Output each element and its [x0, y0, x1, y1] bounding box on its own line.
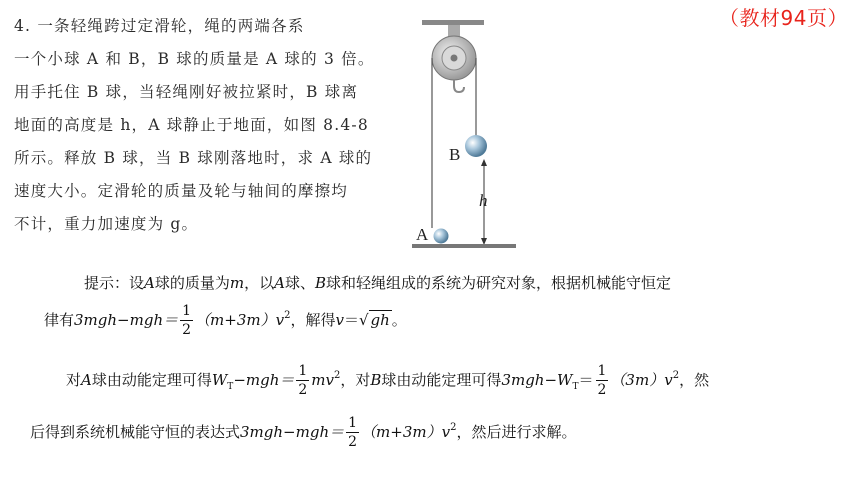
fraction-half — [346, 414, 359, 451]
hint-line-4 — [30, 414, 860, 451]
var-v: v — [664, 371, 673, 389]
var-a: A — [274, 274, 285, 292]
var-m: m — [229, 274, 245, 292]
ceiling — [422, 20, 484, 25]
label-h: h — [479, 191, 488, 210]
ground — [412, 244, 516, 248]
subscript-t: T — [572, 382, 579, 392]
fraction-half — [180, 302, 193, 339]
hint-text: 球由动能定理可得 — [91, 371, 212, 389]
page-reference: （教材94页） — [719, 6, 848, 30]
hint-text: 律有 — [44, 311, 75, 329]
hint-text: ，以 — [244, 274, 275, 292]
frac-den: 2 — [348, 434, 358, 450]
frac-num: 1 — [597, 363, 607, 379]
frac-num: 1 — [182, 303, 192, 319]
problem-line-5: 所示。释放 B 球，当 B 球刚落地时，求 A 球的 — [14, 149, 373, 167]
equation: 3mgh−mgh＝ — [240, 423, 345, 441]
var-v: v — [441, 423, 451, 441]
equation: （m+3m） — [361, 423, 442, 441]
fraction-half — [296, 362, 309, 399]
hint-text: ，解得 — [290, 311, 336, 329]
hint-text: 后得到系统机械能守恒的表达式 — [30, 423, 241, 441]
equation: （m+3m） — [195, 311, 276, 329]
frac-num: 1 — [298, 363, 308, 379]
exponent: 2 — [672, 370, 680, 381]
fraction-half — [596, 362, 609, 399]
hint-line-2 — [44, 302, 860, 339]
exponent: 2 — [450, 422, 457, 433]
var-w: W — [557, 371, 573, 389]
pulley-hook — [454, 80, 464, 92]
equation: mv — [311, 371, 334, 389]
var-a: A — [81, 371, 92, 389]
frac-num: 1 — [348, 415, 358, 431]
radicand: gh — [370, 311, 390, 329]
hint-line-3 — [66, 362, 860, 399]
hint-line-1 — [84, 272, 860, 293]
hint-text: ，然 — [679, 371, 710, 389]
problem-line-3: 用手托住 B 球，当轻绳刚好被拉紧时，B 球离 — [14, 83, 359, 101]
hint-text: ，对 — [340, 371, 371, 389]
frac-den: 2 — [298, 382, 308, 398]
problem-line-2: 一个小球 A 和 B，B 球的质量是 A 球的 3 倍。 — [14, 50, 375, 68]
hint-text: ，然后进行求解。 — [456, 423, 577, 441]
var-v: v — [335, 311, 344, 329]
pulley-figure — [404, 20, 524, 252]
equation: −mgh＝ — [233, 371, 295, 389]
hint-text: 球、 — [284, 274, 315, 292]
problem-line-1: 4. 一条轻绳跨过定滑轮，绳的两端各系 — [14, 17, 305, 35]
exponent: 2 — [334, 370, 341, 381]
frac-den: 2 — [182, 322, 192, 338]
hint-text: 。 — [391, 311, 407, 329]
equation: 3mgh− — [501, 371, 558, 389]
problem-line-7: 不计，重力加速度为 g。 — [14, 215, 199, 233]
hint-text: 球和轻绳组成的系统为研究对象，根据机械能守恒定 — [326, 274, 672, 292]
label-b: B — [449, 145, 461, 164]
problem-line-4: 地面的高度是 h，A 球静止于地面，如图 8.4-8 — [14, 116, 369, 134]
var-b: B — [314, 274, 327, 292]
equation: 3mgh−mgh＝ — [74, 311, 179, 329]
ball-b — [465, 135, 487, 157]
hint-text: 球的质量为 — [154, 274, 230, 292]
hint-text: 球由动能定理可得 — [381, 371, 502, 389]
equals-sign: ＝ — [578, 371, 594, 389]
problem-text — [14, 10, 396, 241]
var-b: B — [370, 371, 382, 389]
hint-text: 对 — [66, 371, 82, 389]
hint-text: 提示：设 — [84, 274, 145, 292]
sqrt-gh: √ gh — [358, 311, 390, 329]
subscript-t: T — [227, 382, 234, 392]
problem-line-6: 速度大小。定滑轮的质量及轮与轴间的摩擦均 — [14, 182, 349, 200]
frac-den: 2 — [597, 382, 607, 398]
equation: （3m） — [610, 371, 665, 389]
var-w: W — [211, 371, 228, 389]
equals-sign: ＝ — [343, 311, 359, 329]
var-a: A — [144, 274, 155, 292]
var-v: v — [275, 311, 285, 329]
ball-a — [434, 229, 449, 244]
label-a: A — [416, 225, 429, 244]
exponent: 2 — [284, 310, 291, 321]
